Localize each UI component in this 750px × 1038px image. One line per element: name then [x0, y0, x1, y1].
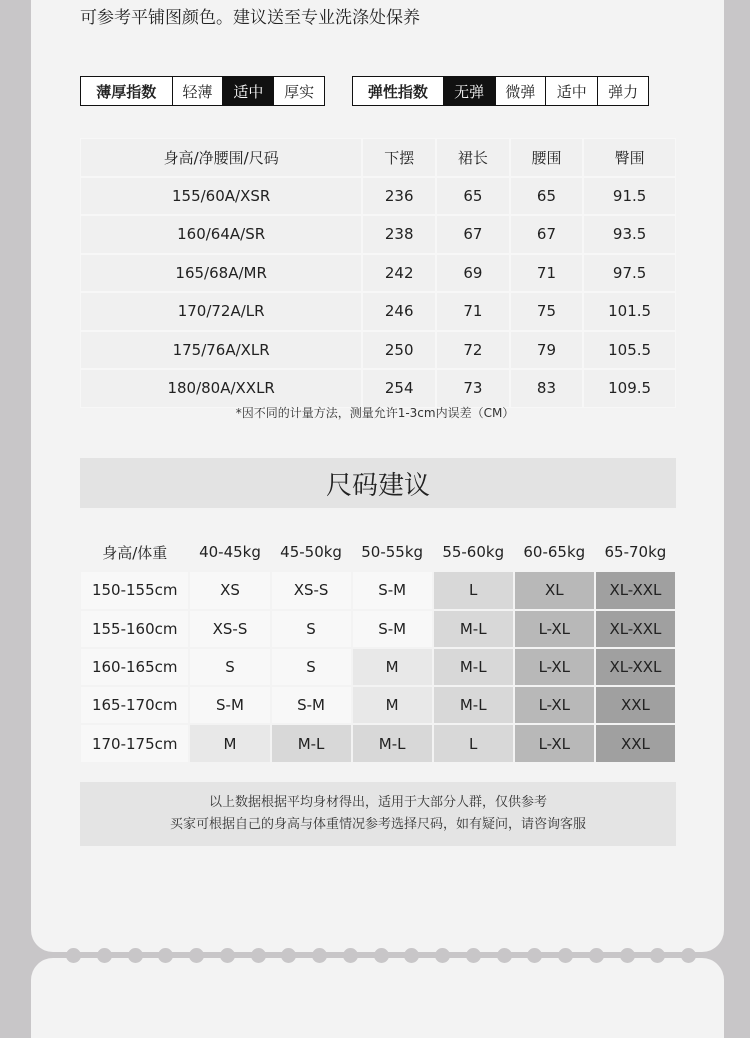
divider-dot — [681, 948, 696, 963]
table-cell: XL-XXL — [595, 571, 676, 609]
table-cell: 236 — [362, 177, 436, 216]
table-cell: S-M — [352, 571, 433, 609]
table-row — [80, 369, 676, 408]
table-cell: 91.5 — [583, 177, 676, 216]
table-cell: XL — [514, 571, 595, 609]
column-header: 50-55kg — [352, 533, 433, 571]
table-cell: 105.5 — [583, 331, 676, 370]
table-cell: 175/76A/XLR — [80, 331, 362, 370]
divider-dot — [343, 948, 358, 963]
divider-dot — [66, 948, 81, 963]
column-header: 45-50kg — [271, 533, 352, 571]
table-cell: S — [271, 610, 352, 648]
table-cell: 79 — [510, 331, 584, 370]
table-cell: L-XL — [514, 610, 595, 648]
elasticity-option: 无弹 — [443, 77, 495, 105]
tip-box — [80, 782, 676, 846]
divider-dot — [589, 948, 604, 963]
divider-dot — [527, 948, 542, 963]
divider-dot — [189, 948, 204, 963]
table-cell: 71 — [436, 292, 510, 331]
table-cell: 97.5 — [583, 254, 676, 293]
column-header: 身高/净腰围/尺码 — [80, 138, 362, 177]
divider-dot — [466, 948, 481, 963]
table-cell: 72 — [436, 331, 510, 370]
row-label: 160-165cm — [80, 648, 189, 686]
table-cell: 180/80A/XXLR — [80, 369, 362, 408]
table-cell: 93.5 — [583, 215, 676, 254]
column-header: 65-70kg — [595, 533, 676, 571]
table-row — [80, 724, 676, 762]
table-cell: M — [189, 724, 270, 762]
thickness-option: 适中 — [222, 77, 273, 105]
care-note: 可参考平铺图颜色。建议送至专业洗涤处保养 — [80, 8, 420, 28]
table-cell: XXL — [595, 724, 676, 762]
row-label: 155-160cm — [80, 610, 189, 648]
table-cell: 160/64A/SR — [80, 215, 362, 254]
column-header: 身高/体重 — [80, 533, 189, 571]
size-recommend-title: 尺码建议 — [80, 458, 676, 508]
column-header: 裙长 — [436, 138, 510, 177]
row-label: 150-155cm — [80, 571, 189, 609]
divider-dot — [497, 948, 512, 963]
table-cell: 67 — [436, 215, 510, 254]
table-header-row — [80, 138, 676, 177]
table-cell: 170/72A/LR — [80, 292, 362, 331]
thickness-option: 轻薄 — [172, 77, 223, 105]
table-header-row — [80, 533, 676, 571]
table-cell: 242 — [362, 254, 436, 293]
table-cell: 67 — [510, 215, 584, 254]
column-header: 腰围 — [510, 138, 584, 177]
elasticity-option: 适中 — [545, 77, 597, 105]
table-cell: XL-XXL — [595, 610, 676, 648]
table-cell: S — [189, 648, 270, 686]
thickness-option: 厚实 — [273, 77, 324, 105]
table-row — [80, 571, 676, 609]
table-cell: 83 — [510, 369, 584, 408]
divider-dot — [251, 948, 266, 963]
tip-line: 买家可根据自己的身高与体重情况参考选择尺码，如有疑问，请咨询客服 — [169, 817, 586, 832]
table-cell: L-XL — [514, 648, 595, 686]
divider-dot — [650, 948, 665, 963]
elasticity-index-bar — [352, 76, 649, 106]
table-cell: M-L — [271, 724, 352, 762]
table-cell: XS-S — [271, 571, 352, 609]
divider-dot — [97, 948, 112, 963]
column-header: 40-45kg — [189, 533, 270, 571]
table-cell: M-L — [352, 724, 433, 762]
elasticity-label: 弹性指数 — [353, 77, 443, 105]
table-cell: XS-S — [189, 610, 270, 648]
divider-dot — [620, 948, 635, 963]
table-cell: 254 — [362, 369, 436, 408]
column-header: 下摆 — [362, 138, 436, 177]
column-header: 55-60kg — [433, 533, 514, 571]
table-cell: M-L — [433, 648, 514, 686]
table-row — [80, 686, 676, 724]
thickness-index-bar — [80, 76, 325, 106]
table-cell: XS — [189, 571, 270, 609]
table-cell: S — [271, 648, 352, 686]
table-cell: M — [352, 686, 433, 724]
table-cell: 165/68A/MR — [80, 254, 362, 293]
elasticity-option: 微弹 — [495, 77, 546, 105]
divider-dot — [435, 948, 450, 963]
table-cell: M-L — [433, 686, 514, 724]
table-cell: XXL — [595, 686, 676, 724]
column-header: 60-65kg — [514, 533, 595, 571]
thickness-label: 薄厚指数 — [81, 77, 172, 105]
table-cell: M-L — [433, 610, 514, 648]
table-cell: 69 — [436, 254, 510, 293]
table-row — [80, 648, 676, 686]
next-card — [31, 958, 724, 1038]
table-cell: 65 — [436, 177, 510, 216]
table-cell: S-M — [352, 610, 433, 648]
tip-line: 以上数据根据平均身材得出，适用于大部分人群，仅供参考 — [208, 795, 547, 810]
table-row — [80, 177, 676, 216]
size-measurement-table — [80, 138, 676, 408]
table-cell: M — [352, 648, 433, 686]
table-cell: 109.5 — [583, 369, 676, 408]
table-cell: S-M — [189, 686, 270, 724]
table-cell: XL-XXL — [595, 648, 676, 686]
divider-dot — [558, 948, 573, 963]
dot-divider — [66, 947, 696, 963]
table-cell: L — [433, 724, 514, 762]
table-row — [80, 610, 676, 648]
divider-dot — [128, 948, 143, 963]
row-label: 165-170cm — [80, 686, 189, 724]
divider-dot — [374, 948, 389, 963]
divider-dot — [220, 948, 235, 963]
table-cell: 71 — [510, 254, 584, 293]
table-cell: 73 — [436, 369, 510, 408]
table-cell: 75 — [510, 292, 584, 331]
table-row — [80, 292, 676, 331]
table-row — [80, 331, 676, 370]
measure-note: *因不同的计量方法，测量允许1-3cm内误差（CM） — [235, 406, 515, 420]
column-header: 臀围 — [583, 138, 676, 177]
table-cell: L-XL — [514, 686, 595, 724]
divider-dot — [158, 948, 173, 963]
table-cell: 250 — [362, 331, 436, 370]
table-cell: 155/60A/XSR — [80, 177, 362, 216]
elasticity-option: 弹力 — [597, 77, 648, 105]
table-cell: L — [433, 571, 514, 609]
divider-dot — [404, 948, 419, 963]
table-cell: 238 — [362, 215, 436, 254]
table-cell: S-M — [271, 686, 352, 724]
divider-dot — [312, 948, 327, 963]
divider-dot — [281, 948, 296, 963]
row-label: 170-175cm — [80, 724, 189, 762]
size-recommend-table — [80, 533, 676, 763]
table-row — [80, 215, 676, 254]
table-cell: 246 — [362, 292, 436, 331]
table-cell: L-XL — [514, 724, 595, 762]
table-cell: 101.5 — [583, 292, 676, 331]
table-cell: 65 — [510, 177, 584, 216]
table-row — [80, 254, 676, 293]
